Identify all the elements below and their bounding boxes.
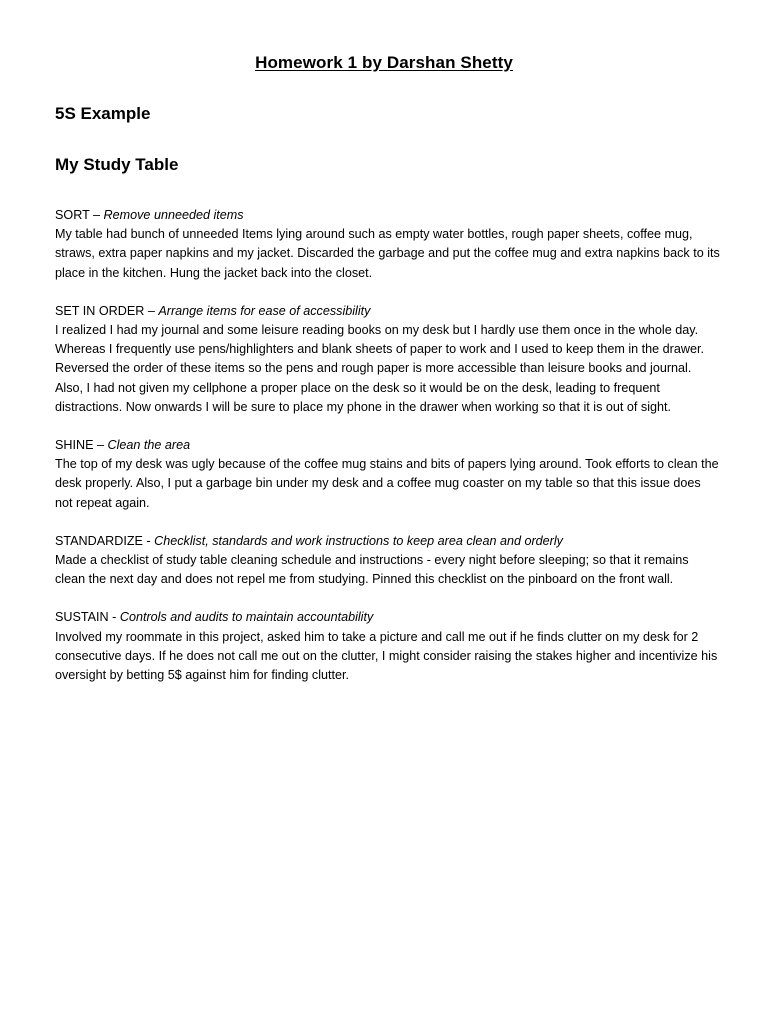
section-body: I realized I had my journal and some leisure reading books on my desk but I hardly use them once in the whole day. Whereas I frequently use pens/highlighters and blank sheets of paper to work and I used to keep them in the drawer. Reversed the order of these items so the pens and rough paper is more accessible than leisure books and journal. Also, I had not given my cellphone a proper place on the desk so it would be on the desk, leading to frequent distractions. Now onwards I will be sure to place my phone in the drawer when working so that it is out of sight.: [55, 323, 704, 414]
document-title: Homework 1 by Darshan Shetty: [255, 53, 513, 72]
section-body: Involved my roommate in this project, asked him to take a picture and call me out if he finds clutter on my desk for 2 consecutive days. If he does not call me out on the clutter, I might consider raising the stakes higher and incentivize his oversight by betting 5$ against him for finding clutter.: [55, 629, 718, 683]
section-separator: –: [93, 438, 108, 453]
sections-container: [55, 206, 720, 704]
section-header: [55, 532, 720, 551]
section-name: STANDARDIZE: [55, 533, 143, 548]
section-separator: -: [108, 610, 120, 625]
section-header: [55, 302, 720, 321]
section-name: SET IN ORDER: [55, 303, 145, 318]
section-header: [55, 608, 720, 627]
section-separator: –: [144, 303, 159, 318]
section-sort: [55, 206, 720, 283]
section-description: Clean the area: [107, 438, 191, 453]
section-shine: [55, 436, 720, 513]
section-body: The top of my desk was ugly because of the coffee mug stains and bits of papers lying around. Took efforts to clean the desk properly. Also, I put a garbage bin under my desk and a coffee mug coaster on my table so that this issue does not repeat again.: [55, 457, 719, 510]
section-standardize: [55, 532, 720, 590]
section-description: Checklist, standards and work instructions to keep area clean and orderly: [154, 533, 563, 548]
subheading-5s-example: 5S Example: [55, 104, 151, 123]
section-header: [55, 436, 720, 455]
section-sustain: [55, 608, 720, 685]
section-separator: –: [89, 208, 104, 222]
section-name: SORT: [55, 208, 90, 222]
section-name: SUSTAIN: [55, 610, 109, 625]
section-separator: -: [142, 533, 155, 548]
section-body: My table had bunch of unneeded Items lying around such as empty water bottles, rough paper sheets, coffee mug, straws, extra paper napkins and my jacket. Discarded the garbage and put the coffee mug and extra napkins back to its place in the kitchen. Hung the jacket back into the closet.: [55, 227, 720, 280]
section-description: Arrange items for ease of accessibility: [158, 303, 371, 318]
section-name: SHINE: [55, 438, 94, 453]
section-set-in-order: [55, 302, 720, 417]
section-body: Made a checklist of study table cleaning schedule and instructions - every night before sleeping; so that it remains clean the next day and does not repel me from studying. Pinned this checklist on the pinboard on the front wall.: [55, 553, 689, 587]
section-description: Controls and audits to maintain accountability: [119, 610, 374, 625]
section-description: Remove unneeded items: [103, 208, 244, 222]
section-header: [55, 206, 720, 225]
topic-heading: My Study Table: [55, 155, 179, 174]
